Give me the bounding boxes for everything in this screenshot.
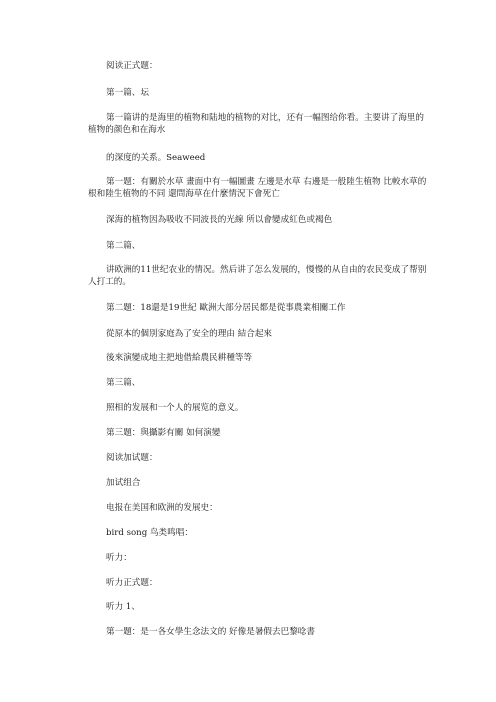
passage-1-summary: 第一篇讲的是海里的植物和陆地的植物的对比，还有一幅图给你看。主要讲了海里的植物的颜色和在海水 xyxy=(88,113,424,135)
question-2-note: 第二題：18還是19世紀 歐洲大部分居民都是從事農業相關工作 xyxy=(106,303,346,313)
listening-official-heading: 听力正式题： xyxy=(106,578,158,588)
passage-3-title: 第三篇、 xyxy=(106,378,141,388)
question-2-detail-1: 從原本的個別家庭為了安全的理由 結合起來 xyxy=(106,329,273,339)
listening-1-title: 听力 1、 xyxy=(106,602,140,612)
passage-3-summary: 照相的发展和一个人的展览的意义。 xyxy=(106,403,244,413)
passage-2-summary: 讲欧洲的11世纪农业的情况。然后讲了怎么发展的，慢慢的从自由的农民变成了帮别人打工的。 xyxy=(88,265,427,287)
listening-heading: 听力： xyxy=(106,553,132,563)
extra-group-heading: 加试组合 xyxy=(106,478,141,488)
bird-song-topic: bird song 鸟类鸣唱： xyxy=(106,528,193,538)
passage-2-title: 第二篇、 xyxy=(106,241,141,251)
listening-question-1-note: 第一題：是一各女學生念法文的 好像是暑假去巴黎唸書 xyxy=(106,627,315,637)
reading-extra-heading: 阅读加试题： xyxy=(106,453,158,463)
question-1-note: 第一题：有關於水草 畫面中有一幅圖畫 左邊是水草 右邊是一般陸生植物 比較水草的根和陸生植物的不同 還問海草在什麼情況下會死亡 xyxy=(88,177,427,199)
question-3-note: 第三題：與攝影有關 如何演變 xyxy=(106,428,221,438)
passage-1-title: 第一篇、坛 xyxy=(106,88,149,98)
deep-sea-note: 深海的植物因為吸收不同波長的光線 所以會變成紅色或褐色 xyxy=(106,215,333,225)
telegraph-topic: 电报在美国和欧洲的发展史： xyxy=(106,503,218,513)
reading-official-heading: 阅读正式题： xyxy=(106,61,158,71)
passage-1-summary-cont: 的深度的关系。Seaweed xyxy=(106,153,206,163)
question-2-detail-2: 後來演變成地主把地借給農民耕種等等 xyxy=(106,353,253,363)
